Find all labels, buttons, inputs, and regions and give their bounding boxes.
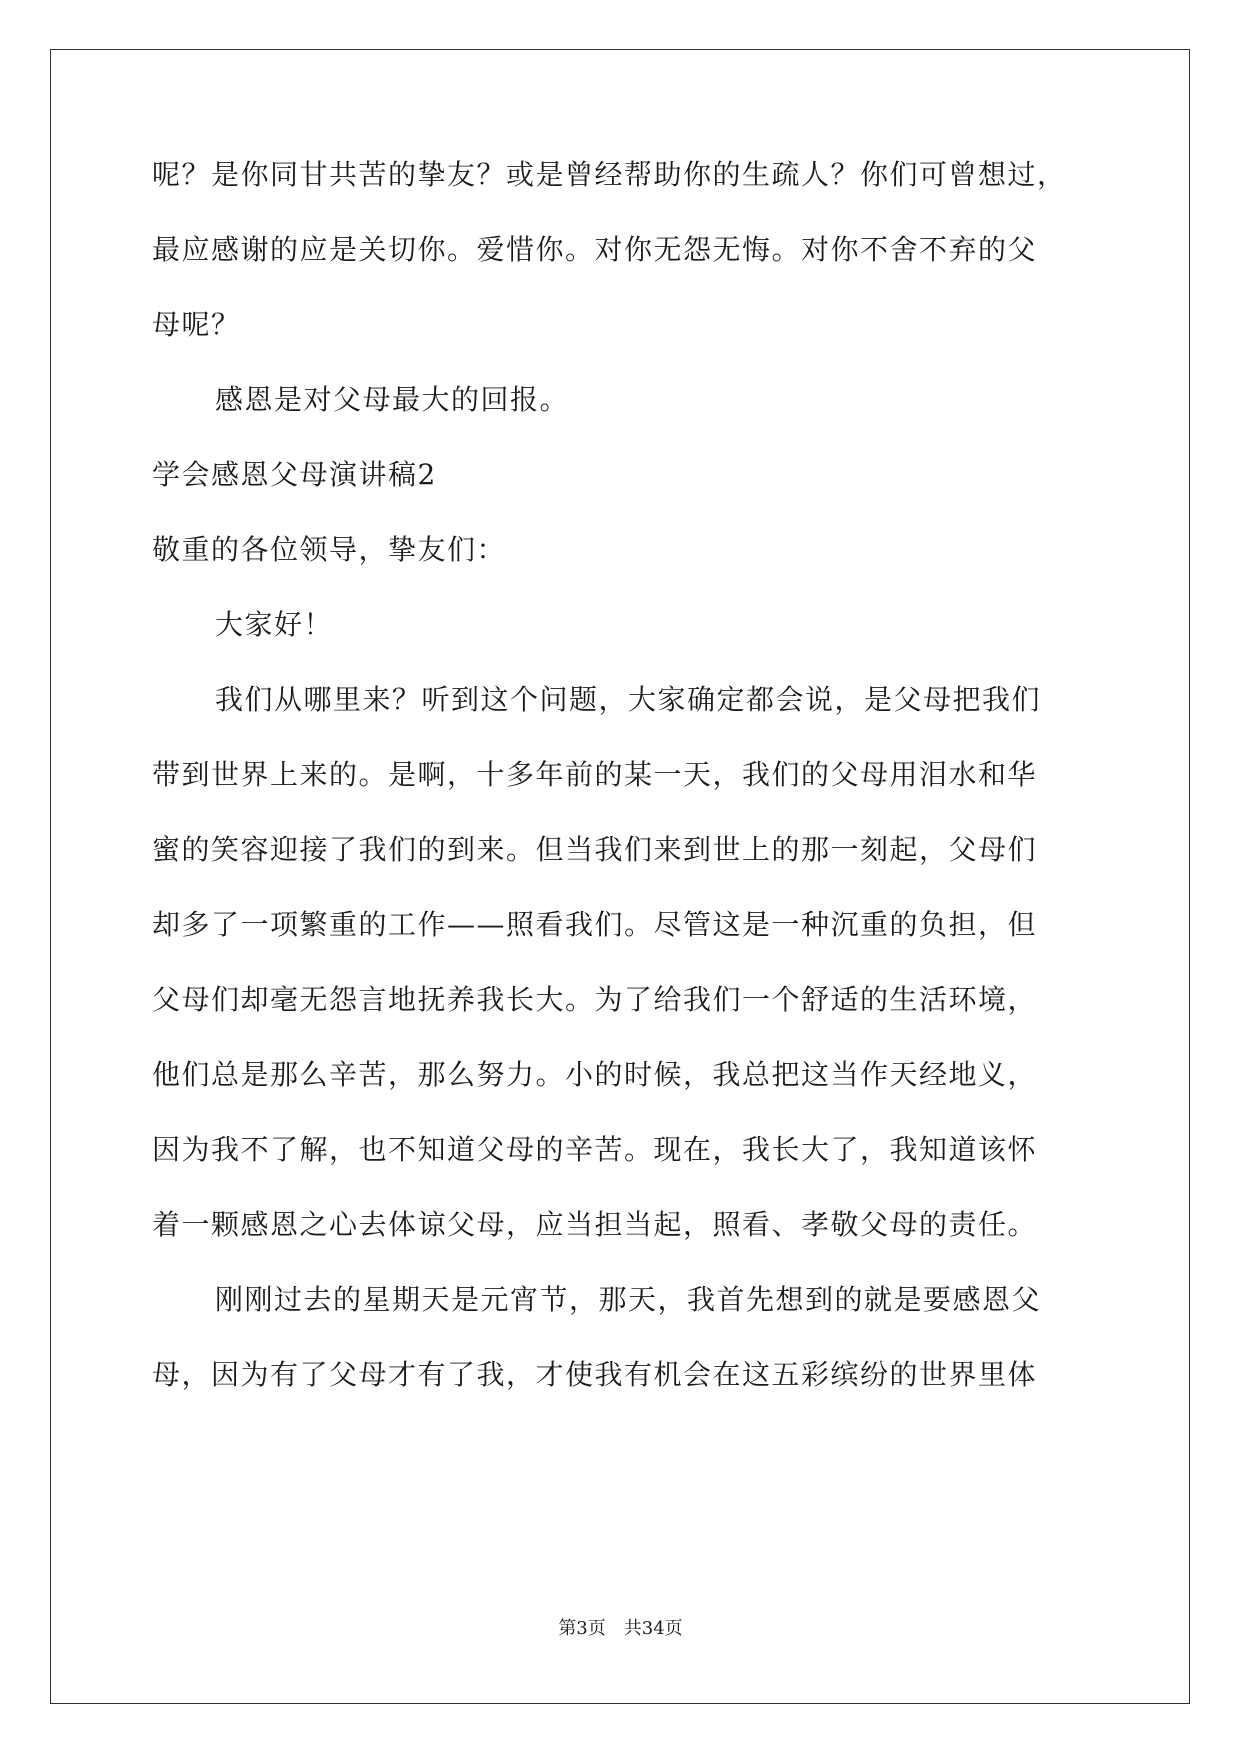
body-line: 呢？是你同甘共苦的挚友？或是曾经帮助你的生疏人？你们可曾想过，	[152, 158, 1067, 191]
page-footer	[0, 1617, 1241, 1641]
body-line: 刚刚过去的星期天是元宵节，那天，我首先想到的就是要感恩父	[215, 1283, 1042, 1316]
body-line: 因为我不了解，也不知道父母的辛苦。现在，我长大了，我知道该怀	[152, 1133, 1038, 1166]
salutation: 敬重的各位领导，挚友们：	[152, 533, 507, 566]
body-line: 却多了一项繁重的工作——照看我们。尽管这是一种沉重的负担，但	[152, 908, 1038, 941]
body-line: 着一颗感恩之心去体谅父母，应当担当起，照看、孝敬父母的责任。	[152, 1208, 1038, 1241]
page-number: 第3页	[558, 1618, 606, 1639]
body-line: 蜜的笑容迎接了我们的到来。但当我们来到世上的那一刻起，父母们	[152, 833, 1038, 866]
page-total: 共34页	[623, 1618, 683, 1639]
section-heading: 学会感恩父母演讲稿2	[152, 458, 437, 491]
body-line: 感恩是对父母最大的回报。	[215, 383, 570, 416]
body-line: 母呢？	[152, 308, 241, 341]
body-line: 我们从哪里来？听到这个问题，大家确定都会说，是父母把我们	[215, 683, 1042, 716]
greeting: 大家好！	[215, 608, 334, 641]
page-border	[50, 49, 1190, 1704]
body-line: 母，因为有了父母才有了我，才使我有机会在这五彩缤纷的世界里体	[152, 1358, 1038, 1391]
body-line: 最应感谢的应是关切你。爱惜你。对你无怨无悔。对你不舍不弃的父	[152, 233, 1038, 266]
body-line: 父母们却毫无怨言地抚养我长大。为了给我们一个舒适的生活环境，	[152, 983, 1038, 1016]
body-line: 他们总是那么辛苦，那么努力。小的时候，我总把这当作天经地义，	[152, 1058, 1038, 1091]
body-line: 带到世界上来的。是啊，十多年前的某一天，我们的父母用泪水和华	[152, 758, 1038, 791]
